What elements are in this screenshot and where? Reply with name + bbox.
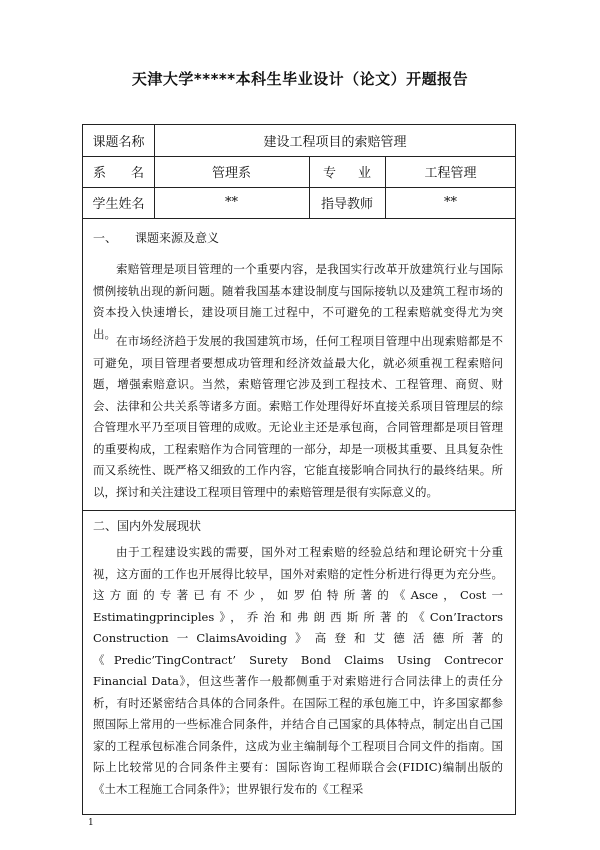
- section-heading: 二、国内外发展现状: [93, 519, 202, 533]
- section-divider: [83, 510, 515, 511]
- report-form: [82, 124, 516, 815]
- department-label-left: 系: [93, 166, 107, 181]
- department-value: 管理系: [211, 166, 251, 181]
- row-divider: [83, 218, 515, 219]
- section-paragraph: 索赔管理是项目管理的一个重要内容，是我国实行改革开放建筑行业与国际惯例接轨出现的新问题。随着我国基本建设制度与国际接轨以及建筑工程市场的资本投入快速增长，建设项目施工过程中，不可避免的工程索赔就变得尤为突出。: [93, 262, 503, 341]
- department-label-right: 名: [130, 166, 144, 181]
- major-label: [309, 156, 385, 187]
- topic-label: 课题名称: [92, 135, 145, 150]
- section-paragraph: 由于工程建设实践的需要，国外对工程索赔的经验总结和理论研究十分重视，这方面的工作也开展得比较早，国外对索赔的定性分析进行得更为充分些。这方面的专著已有不少，如罗伯特所著的《Asce，Cost一Estimatingprinciples》，乔治和弗朗西斯所著的《Con’Iractors Construction一ClaimsAvoiding》高登和艾德活德所著的《Predic’TingContract’ Surety Bond Claims Using Contrecor Financial Data》，但这些著作一般都侧重于对索赔进行合同法律上的责任分析，有时还紧密结合具体的合同条件。在国际工程的承包施工中，许多国家都参照国际上常用的一些标准合同条件，并结合自己国家的具体特点，制定出自己国家的工程承包标准合同条件，这成为业主编制每个工程项目合同文件的指南。国际上比较常见的合同条件主要有：国际咨询工程师联合会(FIDIC)编制出版的《土木工程施工合同条件》；世界银行发布的《工程采: [93, 545, 503, 796]
- advisor-value: **: [444, 195, 457, 210]
- student-name-value: **: [225, 195, 238, 210]
- page-title: 天津大学*****本科生毕业设计（论文）开题报告: [131, 70, 469, 88]
- student-name-label: 学生姓名: [92, 197, 145, 212]
- major-label-right: 业: [357, 166, 371, 181]
- section-paragraph: 在市场经济趋于发展的我国建筑市场，任何工程项目管理中出现索赔都是不可避免，项目管理者要想成功管理和经济效益最大化，就必须重视工程索赔问题，增强索赔意识。当然，索赔管理它涉及到工程技术、工程管理、商贸、财会、法律和公共关系等诸多方面。索赔工作处理得好坏直接关系项目管理层的综合管理水平乃至项目管理的成败。无论业主还是承包商，合同管理都是项目管理的重要构成，工程索赔作为合同管理的一部分，却是一项极其重要、且具复杂性而又系统性、既严格又细致的工作内容，它能直接影响合同执行的最终结果。所以，探讨和关注建设工程项目管理中的索赔管理是很有实际意义的。: [93, 334, 503, 499]
- page-number: 1: [88, 818, 94, 828]
- topic-value: 建设工程项目的索赔管理: [263, 135, 407, 150]
- major-label-left: 专: [323, 166, 337, 181]
- major-value: 工程管理: [424, 166, 477, 181]
- advisor-label: 指导教师: [320, 197, 373, 212]
- section-heading: 一、 课题来源及意义: [93, 231, 220, 245]
- department-label: [83, 156, 154, 187]
